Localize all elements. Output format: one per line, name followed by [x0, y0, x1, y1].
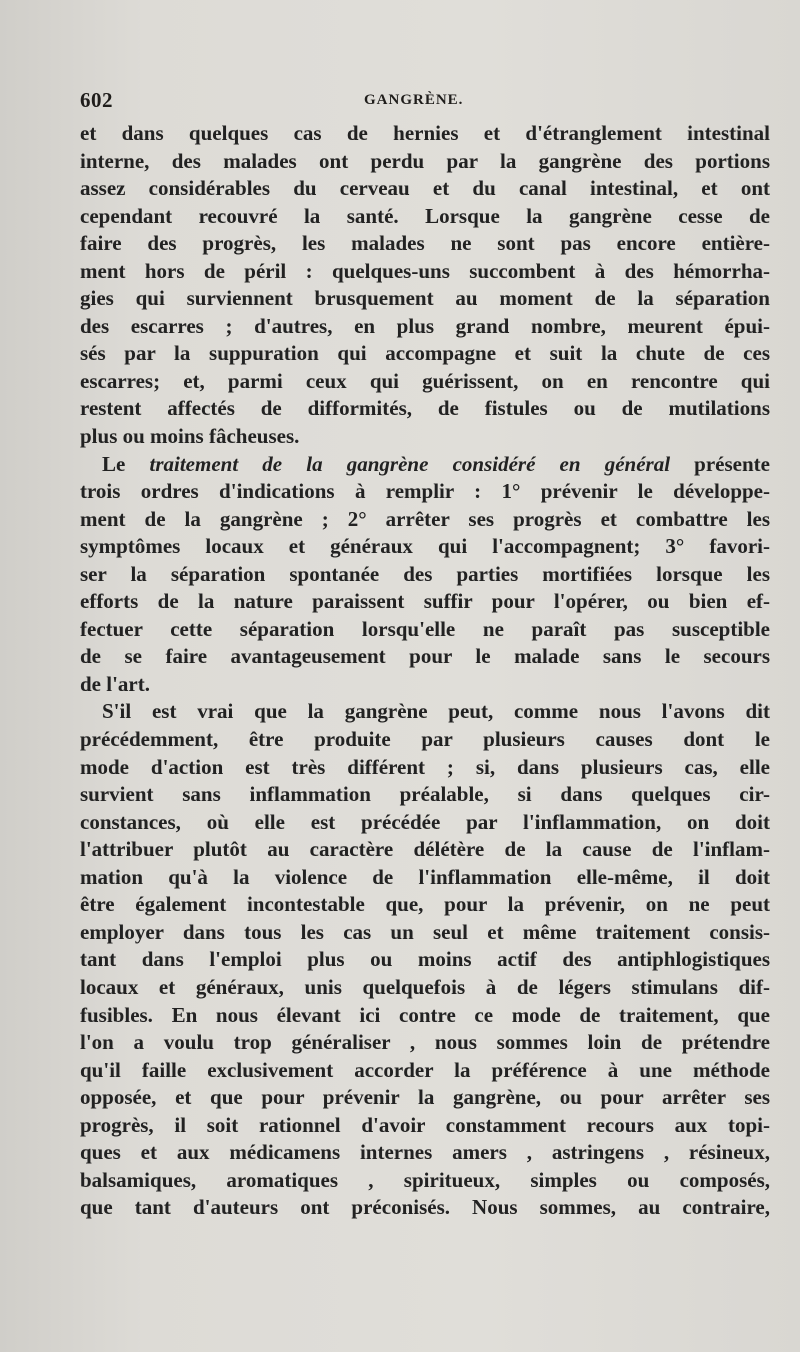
text-line: progrès, il soit rationnel d'avoir constamment recours aux topi-: [80, 1112, 770, 1137]
text-line: assez considérables du cerveau et du canal intestinal, et ont: [80, 176, 770, 201]
text-line: gies qui surviennent brusquement au moment de la séparation: [80, 286, 770, 311]
text-line: employer dans tous les cas un seul et même traitement consis-: [80, 919, 770, 944]
text-line: interne, des malades ont perdu par la gangrène des portions: [80, 148, 770, 173]
text-line: tant dans l'emploi plus ou moins actif des antiphlogistiques: [80, 947, 770, 972]
text-line: sés par la suppuration qui accompagne et suit la chute de ces: [80, 341, 770, 366]
text-line: de se faire avantageusement pour le malade sans le secours: [80, 644, 770, 669]
running-title: GANGRÈNE.: [364, 92, 464, 108]
text-line: l'attribuer plutôt au caractère délétère de la cause de l'inflam-: [80, 837, 770, 862]
page-header: [80, 88, 770, 118]
text-line: ment de la gangrène ; 2° arrêter ses progrès et combattre les: [80, 506, 770, 531]
page-number: 602: [80, 88, 113, 112]
text-line: faire des progrès, les malades ne sont pas encore entière-: [80, 231, 770, 256]
text-run: présente: [670, 451, 770, 476]
text-run: Le: [102, 451, 150, 476]
text-line: survient sans inflammation préalable, si dans quelques cir-: [80, 782, 770, 807]
text-line: constances, où elle est précédée par l'inflammation, on doit: [80, 809, 770, 834]
text-line: trois ordres d'indications à remplir : 1° prévenir le développe-: [80, 479, 770, 504]
body-text: [80, 120, 770, 1222]
text-line: des escarres ; d'autres, en plus grand nombre, meurent épui-: [80, 313, 770, 338]
text-line: précédemment, être produite par plusieurs causes dont le: [80, 727, 770, 752]
text-line: plus ou moins fâcheuses.: [80, 424, 300, 449]
text-line: opposée, et que pour prévenir la gangrène, ou pour arrêter ses: [80, 1085, 770, 1110]
text-line: balsamiques, aromatiques , spiritueux, simples ou composés,: [80, 1167, 770, 1192]
text-line: restent affectés de difformités, de fistules ou de mutilations: [80, 396, 770, 421]
text-line: l'on a voulu trop généraliser , nous sommes loin de prétendre: [80, 1030, 770, 1055]
paragraph-2: [80, 451, 770, 699]
text-line: locaux et généraux, unis quelquefois à de légers stimulans dif-: [80, 974, 770, 999]
text-line: mode d'action est très différent ; si, dans plusieurs cas, elle: [80, 754, 770, 779]
text-line: escarres; et, parmi ceux qui guérissent, on en rencontre qui: [80, 368, 770, 393]
text-line: fectuer cette séparation lorsqu'elle ne paraît pas susceptible: [80, 616, 770, 641]
text-line: fusibles. En nous élevant ici contre ce mode de traitement, que: [80, 1002, 770, 1027]
text-line: que tant d'auteurs ont préconisés. Nous sommes, au contraire,: [80, 1195, 770, 1220]
text-line: [80, 451, 770, 479]
paragraph-1: [80, 120, 770, 451]
text-line: ques et aux médicamens internes amers , astringens , résineux,: [80, 1140, 770, 1165]
text-line: cependant recouvré la santé. Lorsque la gangrène cesse de: [80, 203, 770, 228]
text-line: et dans quelques cas de hernies et d'étranglement intestinal: [80, 121, 770, 145]
text-line: ser la séparation spontanée des parties mortifiées lorsque les: [80, 561, 770, 586]
text-line: être également incontestable que, pour la prévenir, on ne peut: [80, 892, 770, 917]
text-line: efforts de la nature paraissent suffir pour l'opérer, ou bien ef-: [80, 589, 770, 614]
paragraph-3: [80, 698, 770, 1221]
italic-phrase: traitement de la gangrène considéré en général: [149, 451, 671, 476]
text-line: symptômes locaux et généraux qui l'accompagnent; 3° favori-: [80, 534, 770, 559]
text-line: mation qu'à la violence de l'inflammation elle-même, il doit: [80, 864, 770, 889]
text-line: ment hors de péril : quelques-uns succombent à des hémorrha-: [80, 258, 770, 283]
text-line: S'il est vrai que la gangrène peut, comme nous l'avons dit: [102, 699, 770, 724]
text-line: de l'art.: [80, 671, 150, 696]
text-line: qu'il faille exclusivement accorder la préférence à une méthode: [80, 1057, 770, 1082]
